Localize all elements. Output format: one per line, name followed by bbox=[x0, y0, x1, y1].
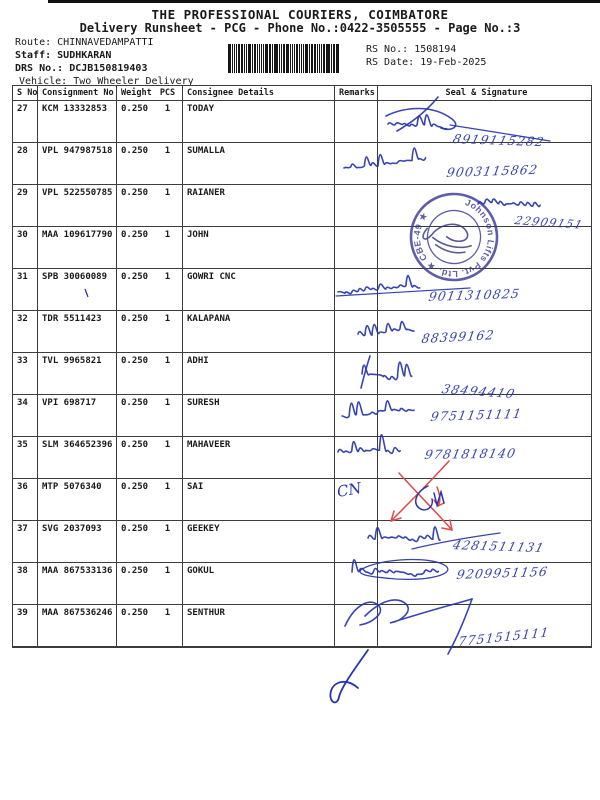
cell-consignee: KALAPANA bbox=[183, 311, 335, 352]
barcode-bar bbox=[305, 44, 308, 73]
header-consignee-details: Consignee Details bbox=[183, 86, 335, 100]
cell-consignee: GOKUL bbox=[183, 563, 335, 604]
cell-weight: 0.250 bbox=[121, 482, 149, 492]
cell-seal-signature bbox=[378, 311, 591, 352]
cell-consignment: VPL 947987518 bbox=[38, 143, 117, 184]
cell-weight: 0.250 bbox=[121, 398, 149, 408]
stamp-ring-text: Johnson Lifts Pvt. Ltd. ★ CBE-49 ★ bbox=[411, 197, 497, 280]
signature-phone-number: 8919115282 bbox=[451, 131, 547, 150]
cell-weight: 0.250 bbox=[121, 314, 149, 324]
signature-phone-number: 9003115862 bbox=[445, 161, 540, 180]
cell-s-no: 29 bbox=[13, 185, 38, 226]
signature-phone-number: 9011310825 bbox=[427, 285, 522, 304]
cell-remarks bbox=[335, 437, 378, 478]
vehicle-value: Two Wheeler Delivery bbox=[73, 76, 194, 87]
signature-phone-number: 9209951156 bbox=[455, 563, 550, 582]
cell-pcs: 1 bbox=[153, 143, 183, 184]
cell-consignee: SENTHUR bbox=[183, 605, 335, 646]
barcode-bar bbox=[236, 44, 237, 73]
barcode-bar bbox=[321, 44, 322, 73]
cell-seal-signature bbox=[378, 479, 591, 520]
cell-remarks bbox=[335, 521, 378, 562]
cell-consignee: TODAY bbox=[183, 101, 335, 142]
cell-s-no: 37 bbox=[13, 521, 38, 562]
cell-remarks bbox=[335, 101, 378, 142]
cell-consignment: KCM 13332853 bbox=[38, 101, 117, 142]
table-row bbox=[13, 268, 591, 310]
cell-weight: 0.250 bbox=[121, 440, 149, 450]
cell-s-no: 38 bbox=[13, 563, 38, 604]
cell-weight: 0.250 bbox=[121, 566, 149, 576]
table-row bbox=[13, 142, 591, 184]
cell-weight: 0.250 bbox=[121, 272, 149, 282]
drs-line bbox=[15, 63, 147, 74]
cell-s-no: 39 bbox=[13, 605, 38, 646]
cell-s-no: 27 bbox=[13, 101, 38, 142]
cell-seal-signature bbox=[378, 101, 591, 142]
cell-remarks bbox=[335, 143, 378, 184]
cell-seal-signature bbox=[378, 605, 591, 646]
cell-pcs: 1 bbox=[153, 521, 183, 562]
rs-date-value: 19-Feb-2025 bbox=[420, 57, 487, 68]
cell-consignment: MAA 109617790 bbox=[38, 227, 117, 268]
runsheet-barcode bbox=[228, 44, 340, 73]
cell-consignee: JOHN bbox=[183, 227, 335, 268]
rs-no-label: RS No.: bbox=[366, 44, 409, 55]
scan-edge-artifact bbox=[48, 0, 600, 3]
cell-pcs: 1 bbox=[153, 437, 183, 478]
cell-weight: 0.250 bbox=[121, 524, 149, 534]
barcode-bar bbox=[319, 44, 320, 73]
cell-s-no: 32 bbox=[13, 311, 38, 352]
route-line bbox=[15, 37, 153, 48]
header-consignment-no: Consignment No bbox=[38, 86, 117, 100]
rs-date-label: RS Date: bbox=[366, 57, 415, 68]
barcode-bar bbox=[311, 44, 313, 73]
cell-consignment: SPB 30060089 bbox=[38, 269, 117, 310]
cell-seal-signature bbox=[378, 437, 591, 478]
cell-consignment: SVG 2037093 bbox=[38, 521, 117, 562]
cell-consignment: MAA 867536246 bbox=[38, 605, 117, 646]
barcode-bar bbox=[274, 44, 278, 73]
table-row bbox=[13, 520, 591, 562]
barcode-bar bbox=[272, 44, 273, 73]
cell-s-no: 34 bbox=[13, 395, 38, 436]
signature-phone-number: 7751515111 bbox=[457, 624, 551, 650]
cell-weight: 0.250 bbox=[121, 356, 149, 366]
cell-consignee: RAIANER bbox=[183, 185, 335, 226]
cell-pcs: 1 bbox=[153, 563, 183, 604]
drs-label: DRS No.: bbox=[15, 63, 64, 74]
table-row bbox=[13, 352, 591, 394]
table-row bbox=[13, 226, 591, 268]
barcode-bar bbox=[290, 44, 291, 73]
rs-no-value: 1508194 bbox=[414, 44, 457, 55]
table-row bbox=[13, 604, 591, 646]
cell-pcs: 1 bbox=[153, 353, 183, 394]
table-row bbox=[13, 310, 591, 352]
barcode-bar bbox=[244, 44, 245, 73]
barcode-bar bbox=[296, 44, 298, 73]
barcode-bar bbox=[265, 44, 268, 73]
cell-consignee: SAI bbox=[183, 479, 335, 520]
cell-consignment: TDR 5511423 bbox=[38, 311, 117, 352]
cell-remarks bbox=[335, 227, 378, 268]
cell-pcs: 1 bbox=[153, 269, 183, 310]
barcode-bar bbox=[241, 44, 243, 73]
barcode-bar bbox=[252, 44, 253, 73]
cell-seal-signature bbox=[378, 143, 591, 184]
cell-consignment: VPI 698717 bbox=[38, 395, 117, 436]
barcode-bar bbox=[228, 44, 231, 73]
cell-s-no: 30 bbox=[13, 227, 38, 268]
barcode-bar bbox=[301, 44, 302, 73]
cell-pcs: 1 bbox=[153, 605, 183, 646]
barcode-bar bbox=[336, 44, 339, 73]
company-title: THE PROFESSIONAL COURIERS, COIMBATORE bbox=[151, 7, 449, 22]
barcode-bar bbox=[309, 44, 310, 73]
header-s-no: S No bbox=[13, 86, 38, 100]
table-row bbox=[13, 100, 591, 142]
cell-remarks bbox=[335, 605, 378, 646]
barcode-bar bbox=[234, 44, 235, 73]
barcode-bar bbox=[279, 44, 280, 73]
route-label: Route: bbox=[15, 37, 52, 48]
drs-value: DCJB150819403 bbox=[69, 63, 148, 74]
barcode-bar bbox=[238, 44, 240, 73]
remark-cn-handwritten: CN bbox=[335, 478, 363, 501]
cell-pcs: 1 bbox=[153, 395, 183, 436]
cell-s-no: 33 bbox=[13, 353, 38, 394]
cell-seal-signature bbox=[378, 185, 591, 226]
cell-consignee: MAHAVEER bbox=[183, 437, 335, 478]
barcode-bar bbox=[248, 44, 251, 73]
barcode-bar bbox=[257, 44, 258, 73]
barcode-bar bbox=[246, 44, 247, 73]
cell-consignee: GOWRI CNC bbox=[183, 269, 335, 310]
cell-remarks bbox=[335, 185, 378, 226]
cell-consignee: GEEKEY bbox=[183, 521, 335, 562]
table-header-row bbox=[13, 86, 591, 100]
cell-pcs: 1 bbox=[153, 101, 183, 142]
barcode-bar bbox=[261, 44, 262, 73]
staff-label: Staff: bbox=[15, 50, 52, 61]
rs-date-line bbox=[366, 57, 486, 68]
barcode-bar bbox=[232, 44, 233, 73]
barcode-bar bbox=[303, 44, 304, 73]
barcode-bar bbox=[314, 44, 316, 73]
barcode-bar bbox=[323, 44, 325, 73]
cell-s-no: 31 bbox=[13, 269, 38, 310]
cell-remarks bbox=[335, 395, 378, 436]
cell-weight: 0.250 bbox=[121, 608, 149, 618]
barcode-bar bbox=[292, 44, 293, 73]
cell-pcs: 1 bbox=[153, 479, 183, 520]
cell-consignment: TVL 9965821 bbox=[38, 353, 117, 394]
table-row bbox=[13, 562, 591, 604]
barcode-bar bbox=[333, 44, 335, 73]
cell-consignment: VPL 522550785 bbox=[38, 185, 117, 226]
cell-pcs: 1 bbox=[153, 227, 183, 268]
cell-seal-signature bbox=[378, 521, 591, 562]
barcode-bar bbox=[283, 44, 285, 73]
cell-consignee: ADHI bbox=[183, 353, 335, 394]
signature-phone-number: 9781818140 bbox=[423, 445, 518, 462]
barcode-bar bbox=[331, 44, 332, 73]
cell-weight: 0.250 bbox=[121, 188, 149, 198]
cell-weight: 0.250 bbox=[121, 146, 149, 156]
table-row bbox=[13, 394, 591, 436]
cell-remarks bbox=[335, 269, 378, 310]
barcode-bar bbox=[263, 44, 264, 73]
cell-consignment: SLM 364652396 bbox=[38, 437, 117, 478]
cell-seal-signature bbox=[378, 395, 591, 436]
barcode-bar bbox=[281, 44, 282, 73]
signature-phone-number: 22909151 bbox=[513, 213, 585, 232]
bottom-flourish-scribble bbox=[330, 650, 368, 702]
cell-seal-signature bbox=[378, 269, 591, 310]
table-row bbox=[13, 436, 591, 478]
vehicle-label: Vehicle: bbox=[19, 76, 68, 87]
cell-consignee: SURESH bbox=[183, 395, 335, 436]
signature-phone-number: 38494410 bbox=[440, 381, 518, 402]
barcode-bar bbox=[317, 44, 318, 73]
cell-s-no: 28 bbox=[13, 143, 38, 184]
cell-seal-signature bbox=[378, 227, 591, 268]
signature-phone-number: 9751151111 bbox=[429, 405, 524, 424]
table-row bbox=[13, 478, 591, 520]
barcode-bar bbox=[299, 44, 300, 73]
header-seal-signature: Seal & Signature bbox=[445, 88, 528, 98]
cell-consignee: SUMALLA bbox=[183, 143, 335, 184]
cell-weight: 0.250 bbox=[121, 104, 149, 114]
staff-line bbox=[15, 50, 111, 61]
runsheet-subtitle: Delivery Runsheet - PCG - Phone No.:0422-3505555 - Page No.:3 bbox=[79, 21, 521, 35]
cell-s-no: 35 bbox=[13, 437, 38, 478]
header-weight: Weight bbox=[121, 88, 152, 98]
cell-remarks bbox=[335, 353, 378, 394]
barcode-bar bbox=[269, 44, 271, 73]
consignment-table bbox=[12, 85, 592, 648]
table-row bbox=[13, 184, 591, 226]
cell-consignment: MTP 5076340 bbox=[38, 479, 117, 520]
cell-remarks bbox=[335, 311, 378, 352]
cell-s-no: 36 bbox=[13, 479, 38, 520]
cell-remarks bbox=[335, 563, 378, 604]
route-value: CHINNAVEDAMPATTI bbox=[57, 37, 154, 48]
rs-no-line bbox=[366, 44, 456, 55]
signature-phone-number: 4281511131 bbox=[451, 537, 547, 556]
barcode-bar bbox=[254, 44, 256, 73]
barcode-bar bbox=[294, 44, 295, 73]
signature-phone-number: 88399162 bbox=[420, 327, 496, 346]
barcode-bar bbox=[286, 44, 289, 73]
cell-pcs: 1 bbox=[153, 185, 183, 226]
header-pcs: PCS bbox=[153, 86, 183, 100]
cell-weight: 0.250 bbox=[121, 230, 149, 240]
barcode-bar bbox=[259, 44, 260, 73]
cell-remarks bbox=[335, 479, 378, 520]
barcode-bar bbox=[326, 44, 330, 73]
cell-consignment: MAA 867533136 bbox=[38, 563, 117, 604]
staff-value: SUDHKARAN bbox=[57, 50, 112, 61]
cell-seal-signature bbox=[378, 563, 591, 604]
cell-seal-signature bbox=[378, 353, 591, 394]
cell-pcs: 1 bbox=[153, 311, 183, 352]
header-remarks: Remarks bbox=[335, 86, 378, 100]
